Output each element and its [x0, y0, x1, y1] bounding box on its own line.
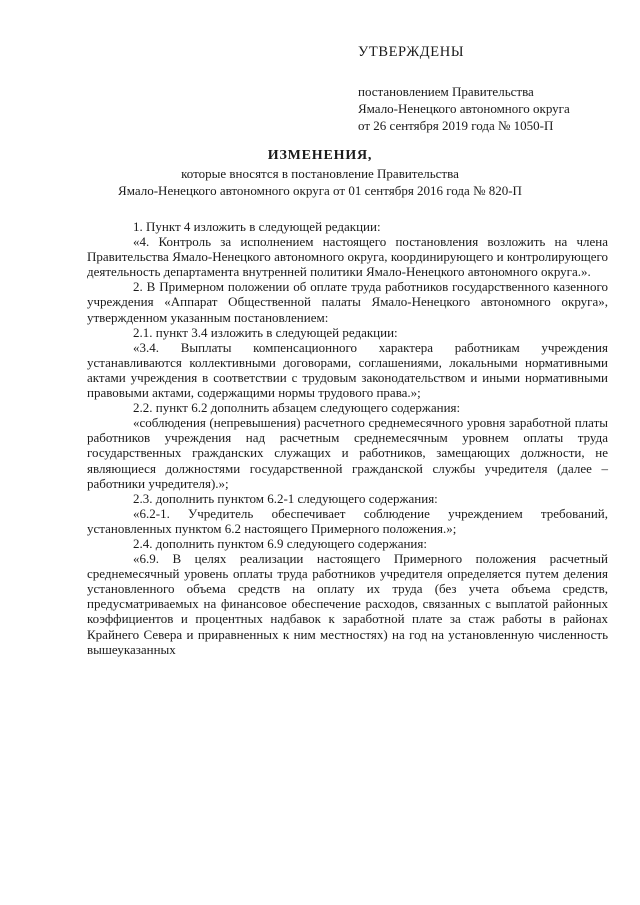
- paragraph-item-6-9-quote: «6.9. В целях реализации настоящего Примерного положения расчетный среднемесячный уровень оплаты труда работников учредителя определяется путем деления установленного объема средств на оплату их труда (без учета объема средств, предусматриваемых на финансовое обеспечение расходов, связанных с выплатой районных коэффициентов и процентных надбавок к заработной плате за стаж работы в районах Крайнего Севера и приравненных к ним местностях) на год на установленную численность вышеуказанных: [87, 551, 608, 657]
- approval-line-resolution: постановлением Правительства: [358, 84, 534, 99]
- approval-line-date: от 26 сентября 2019 года № 1050-П: [358, 118, 554, 133]
- paragraph-item-4-quote: «4. Контроль за исполнением настоящего постановления возложить на члена Правительства Ямало-Ненецкого автономного округа, координирующего и контролирующего деятельность департамента внутренней политики Ямало-Ненецкого автономного округа.».: [87, 234, 608, 280]
- paragraph-item-1: 1. Пункт 4 изложить в следующей редакции:: [133, 219, 381, 234]
- approval-line-region: Ямало-Ненецкого автономного округа: [358, 101, 570, 116]
- approval-title: УТВЕРЖДЕНЫ: [358, 44, 465, 60]
- paragraph-item-6-2-1-quote: «6.2-1. Учредитель обеспечивает соблюдение учреждением требований, установленных пунктом 6.2 настоящего Примерного положения.»;: [87, 505, 608, 536]
- document-subtitle-line-2: Ямало-Ненецкого автономного округа от 01 сентября 2016 года № 820-П: [118, 183, 522, 198]
- approval-stamp: [358, 44, 618, 134]
- paragraph-item-2: 2. В Примерном положении об оплате труда работников государственного казенного учреждения «Аппарат Общественной палаты Ямало-Ненецкого автономного округа», утвержденном указанным постановлением:: [87, 279, 608, 325]
- paragraph-item-2-3: 2.3. дополнить пунктом 6.2-1 следующего содержания:: [133, 490, 438, 506]
- paragraph-item-2-4: 2.4. дополнить пунктом 6.9 следующего содержания:: [133, 535, 427, 551]
- document-heading: [90, 147, 550, 199]
- document-body: [87, 219, 608, 657]
- document-title: ИЗМЕНЕНИЯ,: [267, 148, 373, 163]
- document-subtitle-line-1: которые вносятся в постановление Правительства: [181, 166, 459, 181]
- paragraph-item-2-2: 2.2. пункт 6.2 дополнить абзацем следующего содержания:: [133, 400, 461, 416]
- paragraph-item-3-4-quote: «3.4. Выплаты компенсационного характера работникам учреждения устанавливаются коллективными договорами, соглашениями, локальными нормативными актами учреждения в соответствии с трудовым законодательством и иными нормативными правовыми актами, содержащими нормы трудового права.»;: [87, 339, 608, 401]
- paragraph-item-6-2-quote: «соблюдения (непревышения) расчетного среднемесячного уровня заработной платы работников учреждения над расчетным среднемесячным уровнем оплаты труда государственных гражданских служащих и работников, замещающих должности, не являющиеся должностями государственной гражданской службы учредителя (далее – работники учредителя).»;: [87, 415, 608, 491]
- paragraph-item-2-1: 2.1. пункт 3.4 изложить в следующей редакции:: [133, 324, 398, 340]
